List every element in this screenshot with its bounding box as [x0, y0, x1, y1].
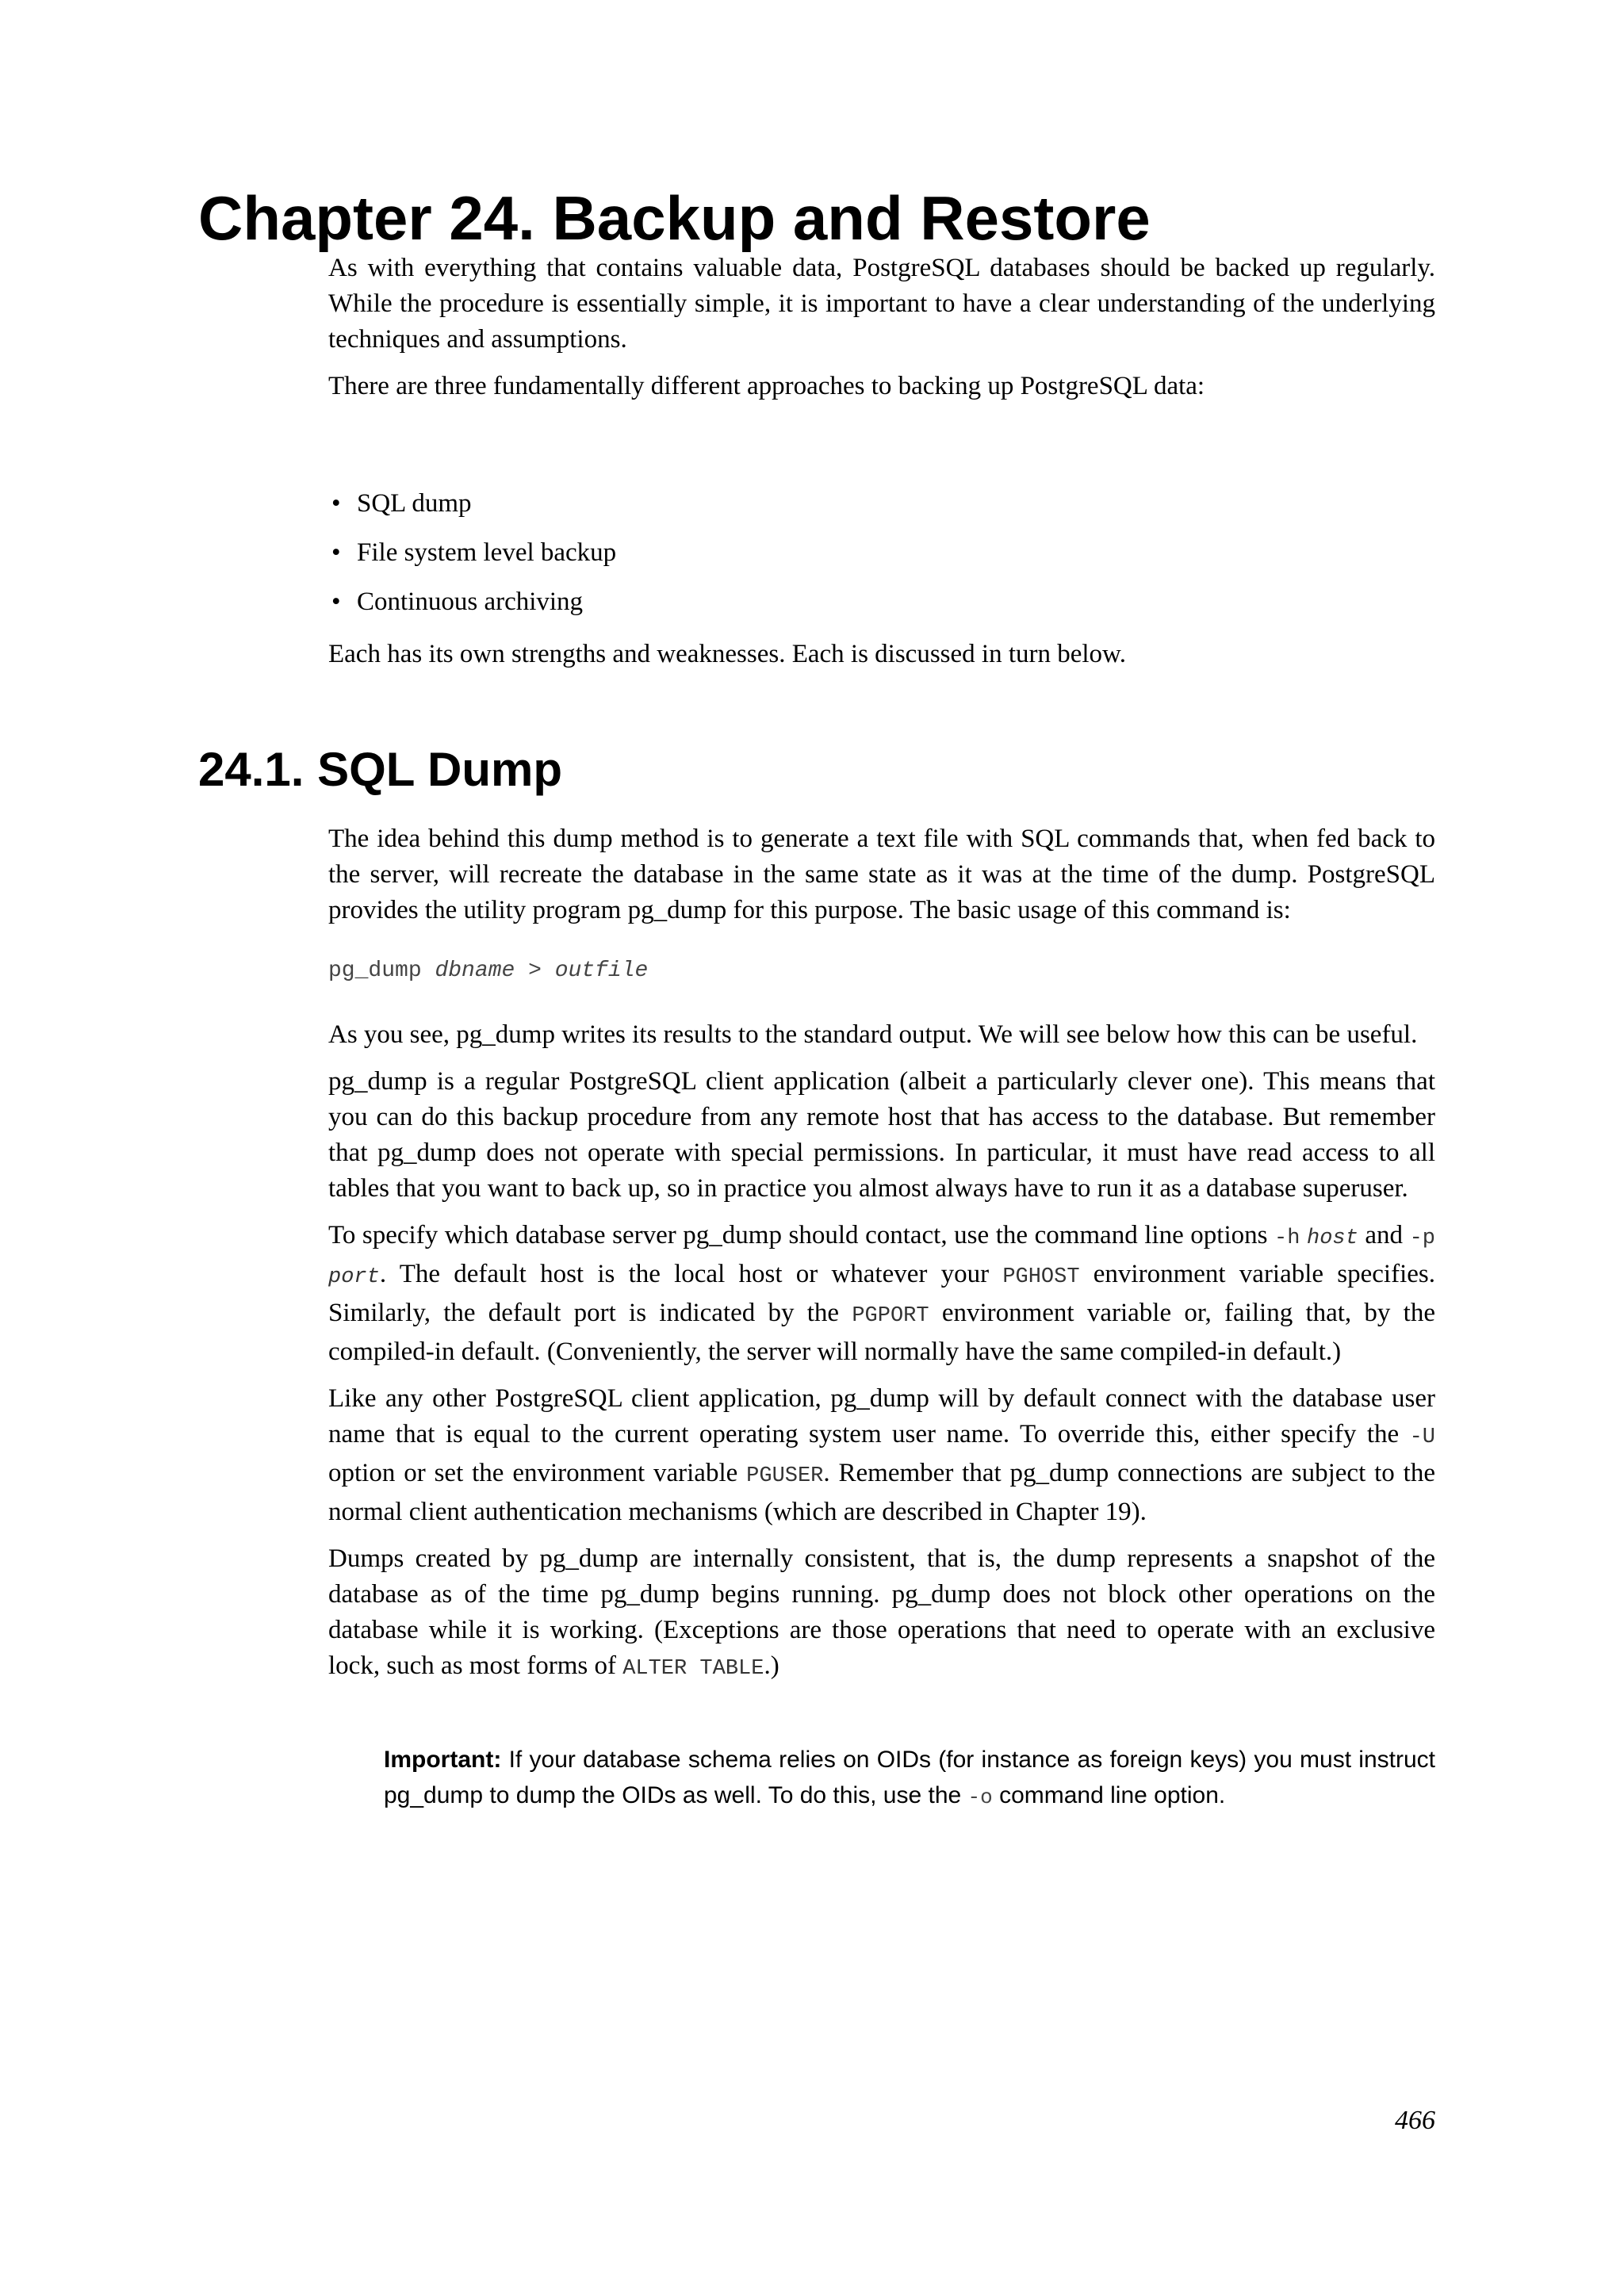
- chapter-outro: [328, 637, 1435, 672]
- text-run: command line option.: [992, 1782, 1226, 1808]
- section-paragraph: pg_dump is a regular PostgreSQL client application (albeit a particularly clever one). This means that you can do this backup procedure from any remote host that has access to the database. But remember that pg_dump does not operate with special permissions. In particular, it must have read access to all tables that you want to back up, so in practice you almost always have to run it as a database superuser.: [328, 1067, 1435, 1203]
- option-flag: -h: [1274, 1226, 1300, 1250]
- list-item-label: Continuous archiving: [357, 587, 584, 616]
- list-item: [328, 584, 1435, 633]
- important-note: [384, 1742, 1435, 1816]
- option-flag: -U: [1409, 1425, 1435, 1449]
- option-flag: -o: [967, 1785, 993, 1809]
- section-paragraph: [328, 1381, 1435, 1530]
- env-variable: PGUSER: [746, 1464, 824, 1488]
- list-item-label: File system level backup: [357, 538, 617, 567]
- text-run: Like any other PostgreSQL client application, pg_dump will by default connect with the database user name that is equal to the current operating system user name. To override this, either specify the: [328, 1384, 1435, 1448]
- sql-command: ALTER TABLE: [622, 1657, 764, 1681]
- text-run: To specify which database server pg_dump should contact, use the command line options: [328, 1221, 1275, 1249]
- section-paragraph: The idea behind this dump method is to generate a text file with SQL commands that, when fed back to the server, will recreate the database in the same state as it was at the time of the dump. PostgreSQL provides the utility program pg_dump for this purpose. The basic usage of this command is:: [328, 825, 1435, 924]
- chapter-intro: [328, 251, 1435, 404]
- text-run: .): [764, 1651, 779, 1680]
- bullet-icon: •: [331, 489, 341, 518]
- command-example: [328, 955, 648, 987]
- intro-paragraph: There are three fundamentally different approaches to backing up PostgreSQL data:: [328, 372, 1205, 400]
- text-run: environment variable or, failing that, by the compiled-in default. (Conveniently, the server will normally have the same compiled-in default.): [328, 1299, 1435, 1366]
- page-number: 466: [1395, 2106, 1435, 2135]
- bullet-icon: •: [331, 538, 341, 567]
- list-item: [328, 535, 1435, 584]
- env-variable: PGHOST: [1002, 1265, 1080, 1289]
- list-item: [328, 486, 1435, 535]
- intro-paragraph: As with everything that contains valuable data, PostgreSQL databases should be backed up regularly. While the procedure is essentially simple, it is important to have a clear understanding of the underlying techniques and assumptions.: [328, 254, 1435, 354]
- bullet-icon: •: [331, 587, 341, 616]
- section-paragraph: [328, 1541, 1435, 1687]
- text-run: . The default host is the local host or whatever your: [379, 1260, 1003, 1288]
- section-title: 24.1. SQL Dump: [198, 743, 563, 796]
- section-paragraph: [328, 1218, 1435, 1370]
- command-program: pg_dump: [328, 959, 422, 983]
- list-item-label: SQL dump: [357, 489, 472, 518]
- intro-paragraph: Each has its own strengths and weaknesses. Each is discussed in turn below.: [328, 640, 1126, 668]
- command-argument: dbname: [435, 959, 515, 983]
- section-body: [328, 1017, 1435, 1687]
- command-redirect: >: [528, 959, 542, 983]
- env-variable: PGPORT: [852, 1304, 929, 1328]
- command-argument: outfile: [554, 959, 649, 983]
- chapter-title: Chapter 24. Backup and Restore: [198, 183, 1151, 253]
- section-intro: [328, 821, 1435, 928]
- section-paragraph: As you see, pg_dump writes its results to the standard output. We will see below how this can be useful.: [328, 1020, 1418, 1049]
- text-run: If your database schema relies on OIDs (for instance as foreign keys) you must instruct pg_dump to dump the OIDs as well. To do this, use the: [384, 1747, 1435, 1808]
- text-run: option or set the environment variable: [328, 1459, 747, 1487]
- text-run: environment variable specifies. Similarly, the default port is indicated by the: [328, 1260, 1435, 1327]
- text-run: . Remember that pg_dump connections are subject to the normal client authentication mechanisms (which are described in Chapter 19).: [328, 1459, 1436, 1526]
- note-label: Important:: [384, 1747, 502, 1773]
- approaches-list: [328, 486, 1435, 633]
- option-argument: port: [328, 1265, 380, 1289]
- text-run: Dumps created by pg_dump are internally consistent, that is, the dump represents a snapshot of the database as of the time pg_dump begins running. pg_dump does not block other operations on the database while it is working. (Exceptions are those operations that need to operate with an exclusive lock, such as most forms of: [328, 1544, 1435, 1680]
- option-flag: -p: [1409, 1226, 1435, 1250]
- option-argument: host: [1307, 1226, 1358, 1250]
- text-run: and: [1358, 1221, 1410, 1249]
